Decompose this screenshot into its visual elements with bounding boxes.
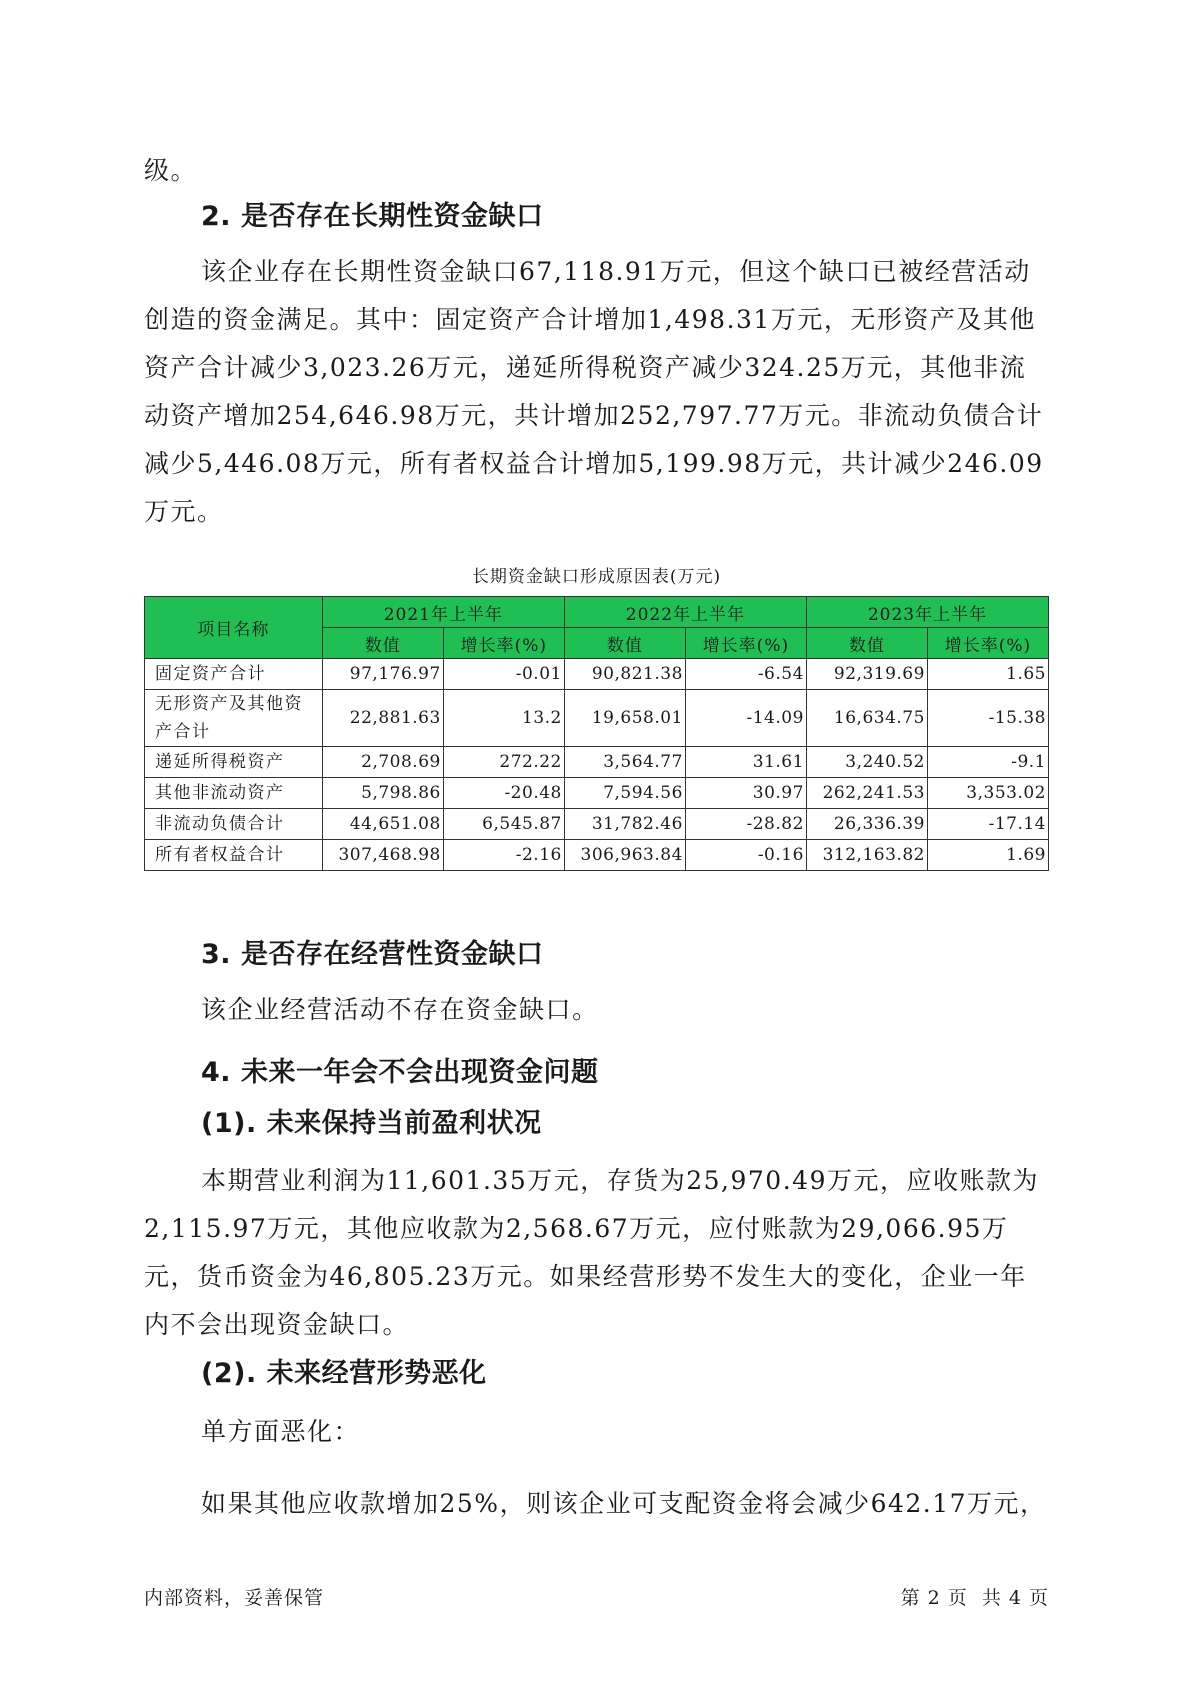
table-cell: 2,708.69 [322,747,443,778]
table-cell: 306,963.84 [564,840,685,871]
table-row [145,809,1049,840]
col-header-value: 数值 [806,628,927,659]
row-label: 固定资产合计 [145,659,323,690]
table-cell: -0.16 [685,840,806,871]
intro-tail-text: 级。 [144,156,198,185]
subsection2-paragraph-2: 如果其他应收款增加25%，则该企业可支配资金将会减少642.17万元， [201,1489,1047,1518]
row-label: 其他非流动资产 [145,778,323,809]
table-cell: 262,241.53 [806,778,927,809]
table-cell: 307,468.98 [322,840,443,871]
row-label: 所有者权益合计 [145,840,323,871]
table-cell: 312,163.82 [806,840,927,871]
section3-paragraph: 该企业经营活动不存在资金缺口。 [201,995,599,1024]
table-cell: 90,821.38 [564,659,685,690]
table-cell: 6,545.87 [443,809,564,840]
col-header-rate: 增长率(%) [443,628,564,659]
footer-page-number: 第 2 页 共 4 页 [900,1587,1049,1609]
row-label: 非流动负债合计 [145,809,323,840]
table-cell: 44,651.08 [322,809,443,840]
table-cell: 3,240.52 [806,747,927,778]
subsection1-paragraph: 本期营业利润为11,601.35万元，存货为25,970.49万元，应收账款为2,115.97万元，其他应收款为2,568.67万元，应付账款为29,066.95万元，货币资金为46,805.23万元。如果经营形势不发生大的变化，企业一年内不会出现资金缺口。 [144,1166,1039,1339]
table-cell: 92,319.69 [806,659,927,690]
table-cell: 3,353.02 [927,778,1048,809]
col-header-period-2021: 2021年上半年 [322,597,564,628]
col-header-value: 数值 [322,628,443,659]
section2-paragraph: 该企业存在长期性资金缺口67,118.91万元，但这个缺口已被经营活动创造的资金满足。其中：固定资产合计增加1,498.31万元，无形资产及其他资产合计减少3,023.26万元，递延所得税资产减少324.25万元，其他非流动资产增加254,646.98万元，共计增加252,797.77万元。非流动负债合计减少5,446.08万元，所有者权益合计增加5,199.98万元，共计减少246.09万元。 [144,257,1044,526]
section4-heading: 4. 未来一年会不会出现资金问题 [201,1057,599,1088]
table-cell: -28.82 [685,809,806,840]
table-caption: 长期资金缺口形成原因表(万元) [471,567,722,587]
table-cell: 16,634.75 [806,690,927,747]
table-row [145,778,1049,809]
table-cell: 97,176.97 [322,659,443,690]
table-cell: -2.16 [443,840,564,871]
col-header-name: 项目名称 [145,597,323,659]
col-header-period-2023: 2023年上半年 [806,597,1048,628]
table-cell: -20.48 [443,778,564,809]
col-header-rate: 增长率(%) [685,628,806,659]
table-cell: 31,782.46 [564,809,685,840]
table-cell: 3,564.77 [564,747,685,778]
table-cell: -9.1 [927,747,1048,778]
table-header-row [145,597,1049,628]
long-term-gap-table [144,596,1049,871]
table-cell: 31.61 [685,747,806,778]
table-cell: 22,881.63 [322,690,443,747]
section3-heading: 3. 是否存在经营性资金缺口 [201,939,544,970]
table-cell: -0.01 [443,659,564,690]
subsection2-heading: (2). 未来经营形势恶化 [201,1358,487,1389]
table-row [145,690,1049,747]
row-label: 无形资产及其他资产合计 [145,690,323,747]
table-cell: -17.14 [927,809,1048,840]
table-row [145,659,1049,690]
section2-heading: 2. 是否存在长期性资金缺口 [201,201,544,232]
table-cell: 13.2 [443,690,564,747]
col-header-period-2022: 2022年上半年 [564,597,806,628]
row-label: 递延所得税资产 [145,747,323,778]
subsection1-heading: (1). 未来保持当前盈利状况 [201,1108,542,1139]
table-cell: -15.38 [927,690,1048,747]
table-cell: -6.54 [685,659,806,690]
table-cell: 1.65 [927,659,1048,690]
table-cell: 30.97 [685,778,806,809]
subsection2-paragraph-1: 单方面恶化： [201,1417,361,1446]
table-row [145,747,1049,778]
table-cell: -14.09 [685,690,806,747]
table-row [145,840,1049,871]
footer-left-text: 内部资料，妥善保管 [144,1587,325,1609]
col-header-rate: 增长率(%) [927,628,1048,659]
col-header-value: 数值 [564,628,685,659]
table-cell: 5,798.86 [322,778,443,809]
table-cell: 19,658.01 [564,690,685,747]
table-cell: 1.69 [927,840,1048,871]
table-cell: 272.22 [443,747,564,778]
table-cell: 26,336.39 [806,809,927,840]
table-cell: 7,594.56 [564,778,685,809]
